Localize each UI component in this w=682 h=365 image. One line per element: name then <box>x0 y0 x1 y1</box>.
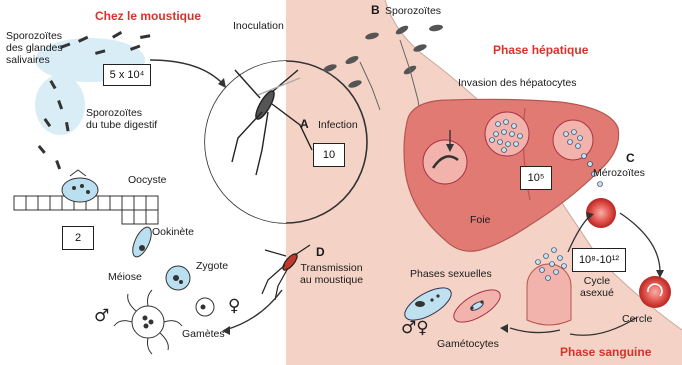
transmission-label: Transmission au moustique <box>300 262 364 287</box>
blood-phase-title: Phase sanguine <box>560 345 652 359</box>
blood-count-box: 10⁸-10¹² <box>572 248 626 272</box>
liver-count-box: 10⁵ <box>520 166 552 190</box>
gametes-label: Gamètes <box>182 328 225 340</box>
gametocytes-label: Gamétocytes <box>437 338 499 350</box>
merozoites-label: Mérozoïtes <box>593 167 645 179</box>
male-gamete-cell <box>114 290 182 354</box>
rupturing-hepatocyte <box>553 120 593 160</box>
infected-hepatocyte <box>423 140 467 184</box>
step-c-letter: C <box>626 151 635 165</box>
asexual-cycle-label: Cycle asexué <box>580 275 614 300</box>
rbc-ring <box>639 276 671 308</box>
oocyst-count-box: 2 <box>62 226 94 250</box>
infection-count-box: 10 <box>313 143 345 167</box>
schizont-hepatocyte <box>485 112 529 156</box>
zygote-label: Zygote <box>196 260 229 272</box>
male-female-symbol-icon: ♂♀ <box>401 318 429 338</box>
ookinete-label: Ookinète <box>152 226 195 238</box>
rbc-merozoite <box>586 198 616 228</box>
mosquito-phase-title: Chez le moustique <box>95 9 202 23</box>
hepatocyte-invasion-label: Invasion des hépatocytes <box>458 77 577 89</box>
rbc-schizont <box>527 264 571 325</box>
inoculation-label: Inoculation <box>233 20 284 32</box>
male-symbol-icon: ♂ <box>94 306 110 326</box>
oocyst-label: Oocyste <box>128 174 167 186</box>
step-a-letter: A <box>300 117 309 131</box>
hepatic-phase-title: Phase hépatique <box>493 43 589 57</box>
step-d-letter: D <box>316 245 325 259</box>
salivary-sporozoites-label: Sporozoïtes des glandes salivaires <box>6 30 63 67</box>
ring-label: Cercle <box>622 313 653 325</box>
female-symbol-icon: ♀ <box>228 296 241 316</box>
gut-sporozoites-label: Sporozoïtes du tube digestif <box>86 107 158 132</box>
step-b-letter: B <box>371 3 380 17</box>
meiosis-label: Méiose <box>108 271 142 283</box>
sexual-phases-label: Phases sexuelles <box>410 268 492 280</box>
infection-label: Infection <box>318 119 358 131</box>
asexual-cycle-arrow <box>620 213 660 272</box>
salivary-count-box: 5 x 10⁴ <box>103 64 151 86</box>
arrow-to-inoculation <box>150 60 223 84</box>
sporozoites-label: Sporozoïtes <box>385 5 442 17</box>
oocyst-cell <box>62 178 98 202</box>
liver-label: Foie <box>470 214 491 226</box>
